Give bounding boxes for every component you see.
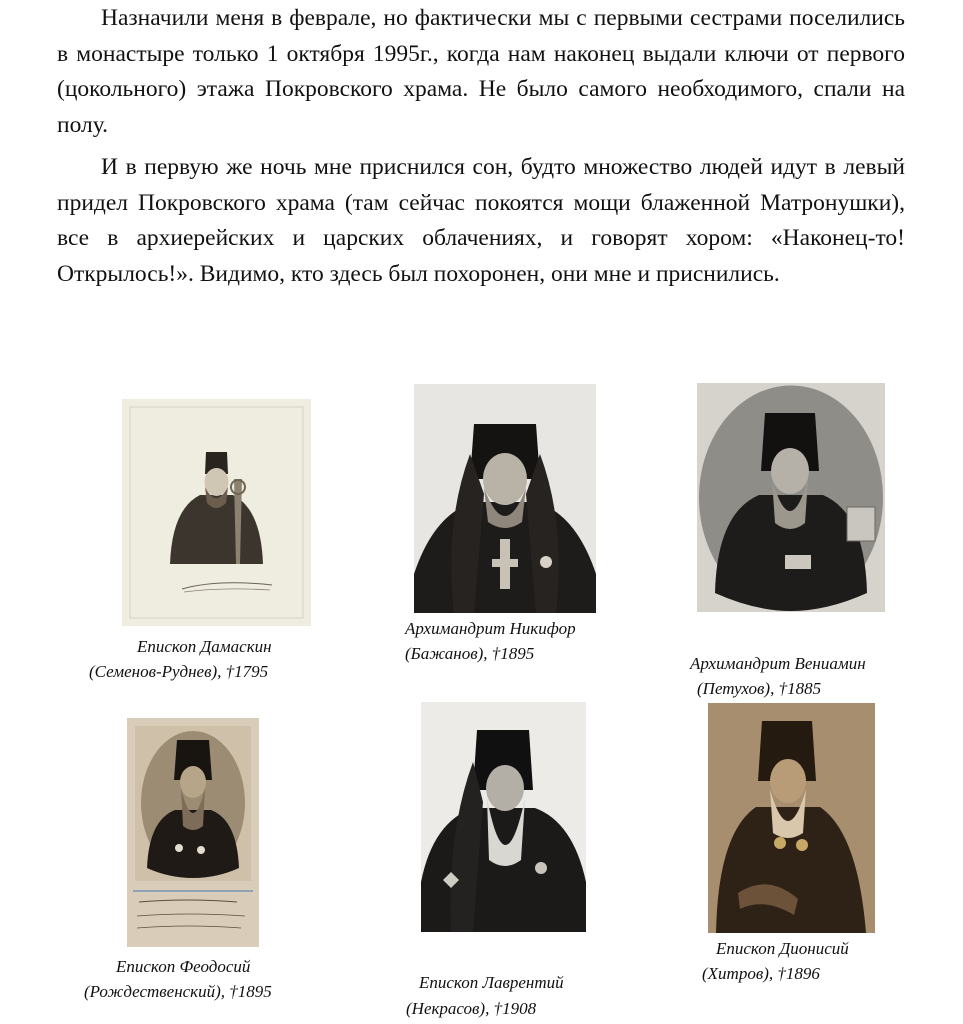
caption-nikifor-name: Архимандрит Никифор: [405, 619, 576, 638]
caption-lavrentiy-name: Епископ Лаврентий: [419, 973, 564, 992]
paragraph-1: Назначили меня в феврале, но фактически мы с первыми сестрами поселились в монастыре только 1 октября 1995г., когда нам наконец выдали ключи от первого (цокольного) этажа Покровского храма. Не было самого необходимого, спали на полу.: [57, 5, 905, 138]
portrait-feodosiy-image: [127, 718, 259, 947]
caption-feodosiy-name: Епископ Феодосий: [116, 957, 251, 976]
caption-lavrentiy-dates: (Некрасов), †1908: [406, 999, 537, 1018]
caption-damaskin-name: Епископ Дамаскин: [137, 637, 272, 656]
portrait-damaskin-image: [122, 399, 311, 626]
caption-veniamin-dates: (Петухов), †1885: [697, 679, 822, 698]
caption-veniamin-name: Архимандрит Вениамин: [690, 654, 866, 673]
caption-nikifor-dates: (Бажанов), †1895: [405, 644, 535, 663]
caption-feodosiy-dates: (Рождественский), †1895: [84, 982, 272, 1001]
paragraph-2: И в первую же ночь мне приснился сон, будто множество людей идут в левый придел Покровского храма (там сейчас покоятся мощи блаженной Матронушки), все в архиерейских и царских облачениях, и говорят хором: «Наконец-то! Открылось!». Видимо, кто здесь был похоронен, они мне и приснились.: [57, 154, 905, 287]
portrait-nikifor-image: [414, 384, 596, 613]
caption-damaskin-dates: (Семенов-Руднев), †1795: [89, 662, 269, 681]
portrait-veniamin-image: [697, 383, 885, 612]
portrait-lavrentiy-image: [421, 702, 586, 932]
caption-dionisiy-dates: (Хитров), †1896: [702, 964, 820, 983]
portrait-dionisiy-image: [708, 703, 875, 933]
caption-dionisiy-name: Епископ Дионисий: [716, 939, 849, 958]
